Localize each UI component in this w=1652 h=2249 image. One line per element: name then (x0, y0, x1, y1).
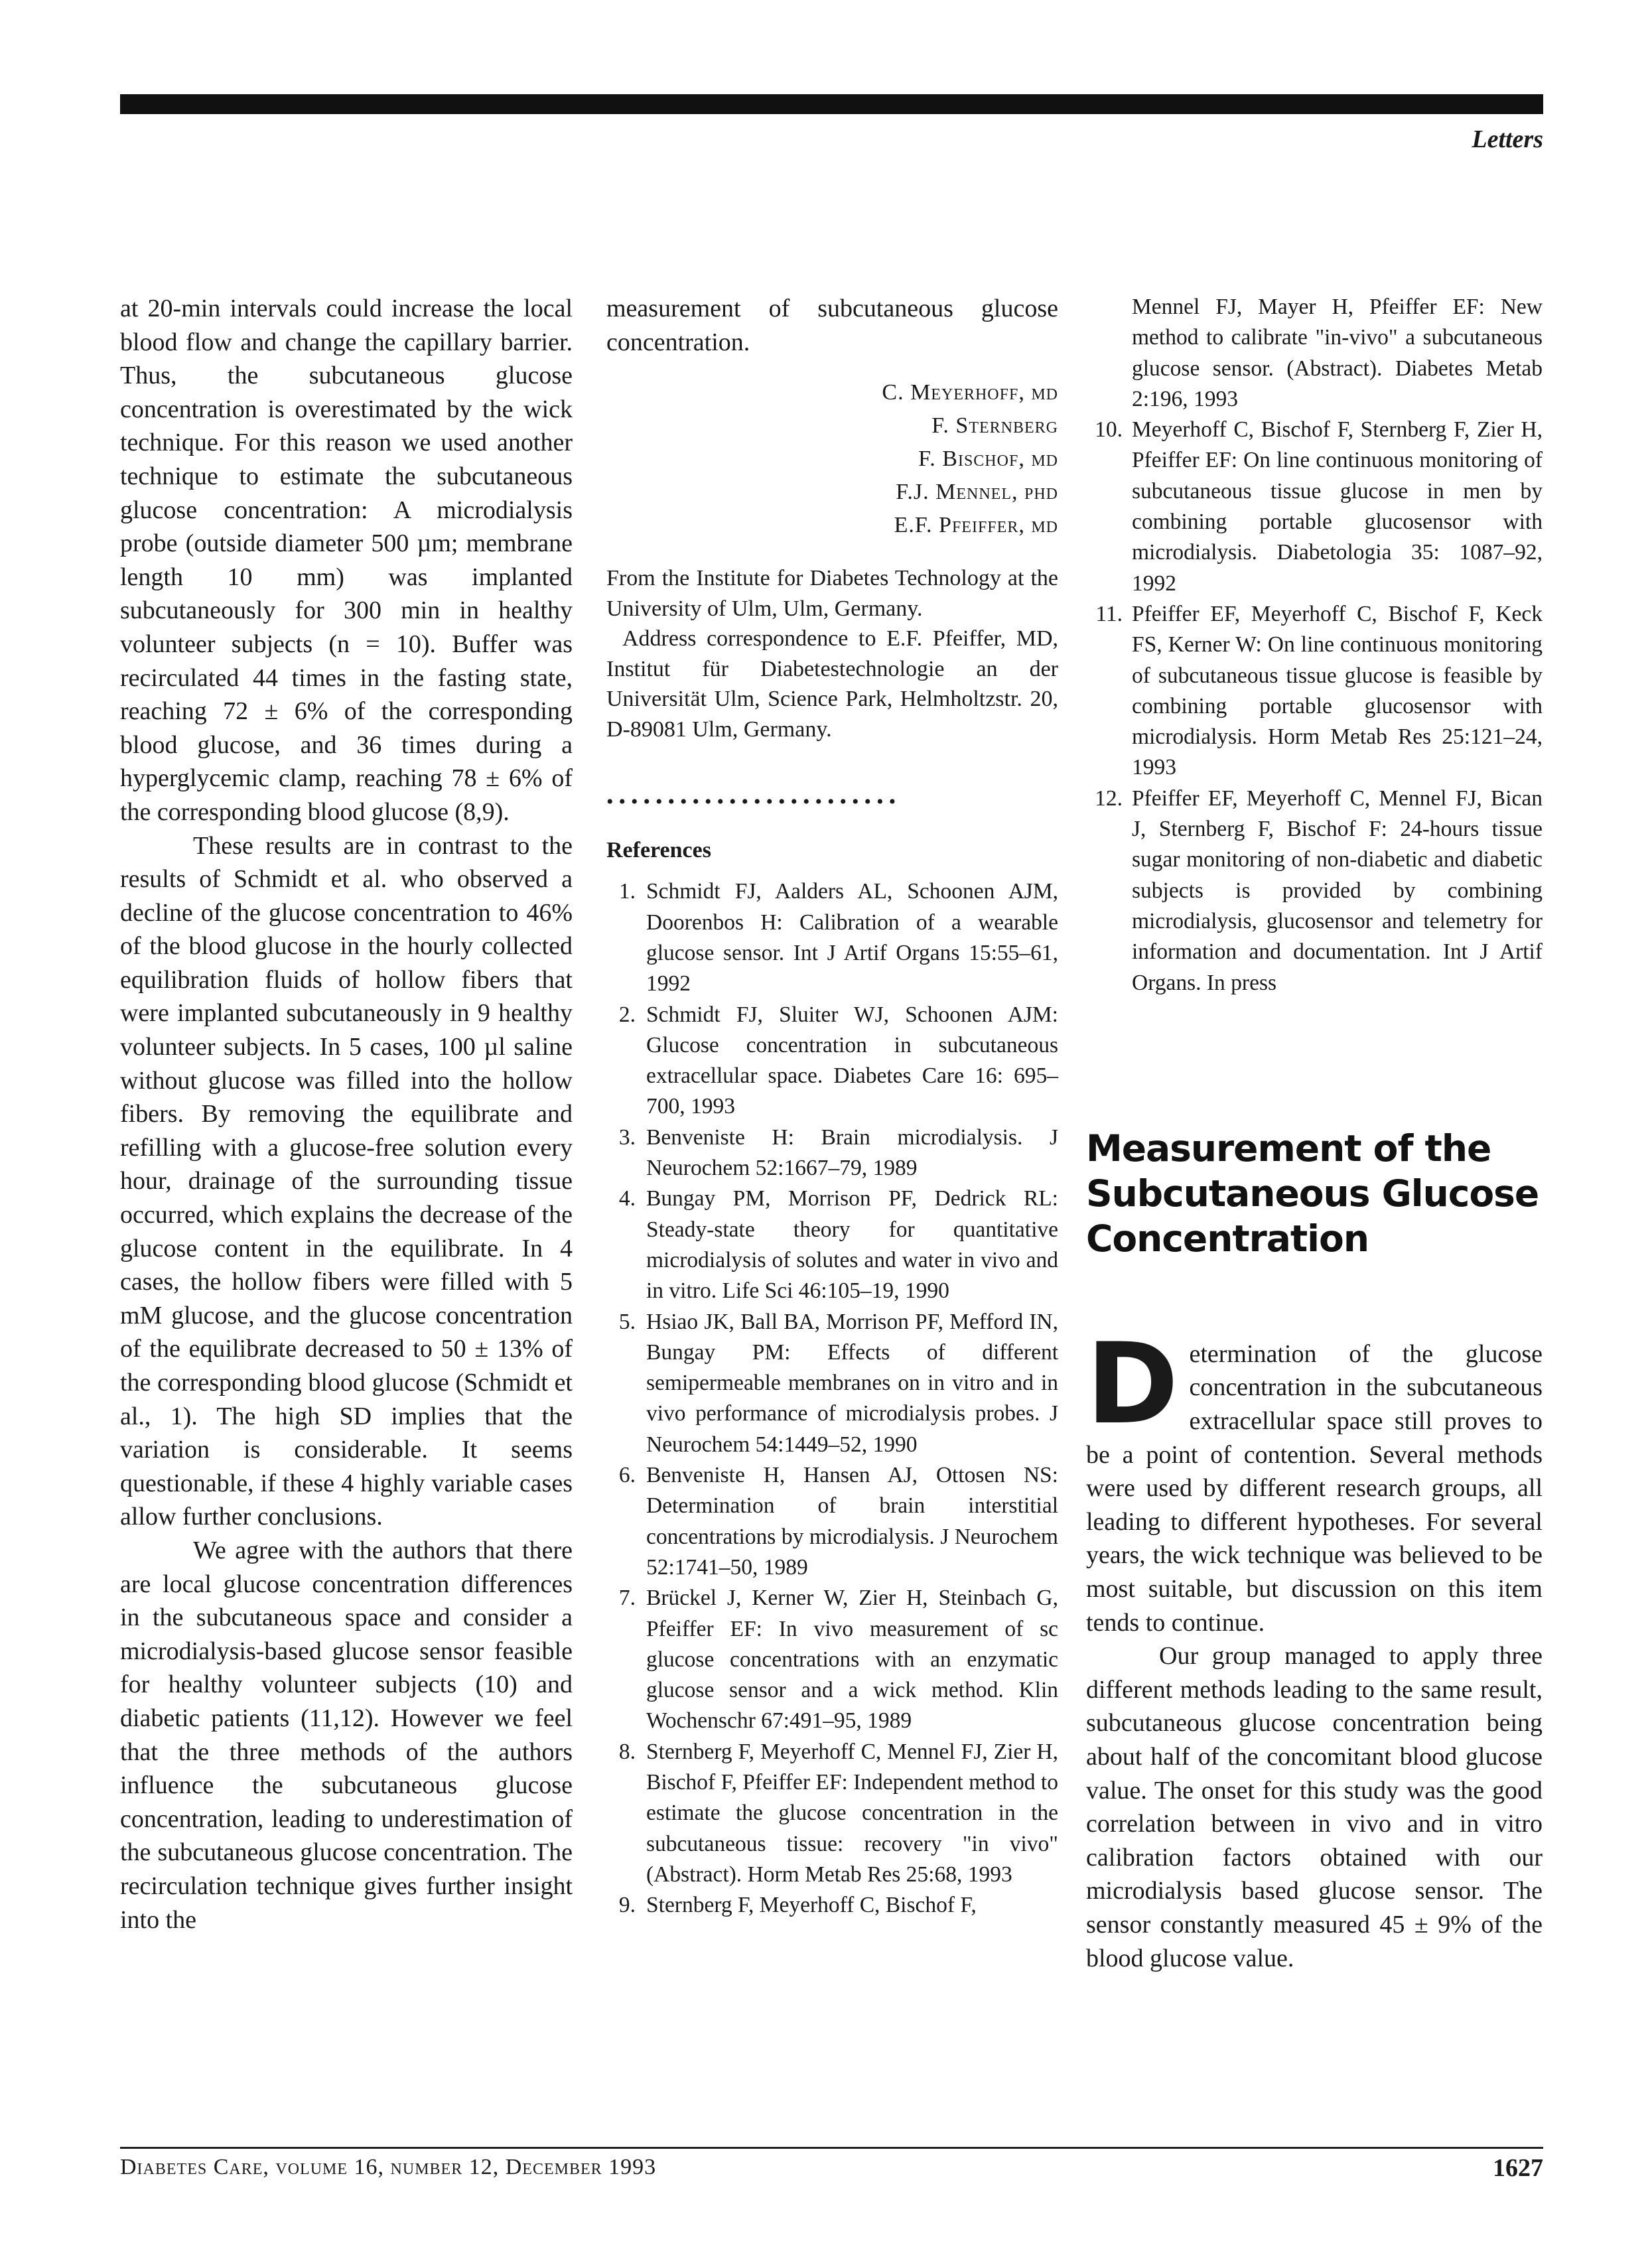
author-signature: F. Sternberg (931, 413, 1058, 439)
author-signature: C. Meyerhoff, md (882, 380, 1058, 405)
reference-item: 1. Schmidt FJ, Aalders AL, Schoonen AJM, Doorenbos H: Calibration of a wearable glucose sensor. Int J Artif Organs 15:55–61, 1992 (618, 879, 1058, 996)
reference-item: 2. Schmidt FJ, Sluiter WJ, Schoonen AJM: Glucose concentration in subcutaneous extracellular space. Diabetes Care 16: 695–700, 1993 (618, 1002, 1058, 1119)
abstract (1086, 1318, 1543, 1975)
body-paragraph-1: at 20-min intervals could increase the local blood flow and change the capillary barrier. Thus, the subcutaneous glucose concentration is overestimated by the wick technique. For this reason we used another technique to estimate the subcutaneous glucose concentration: A microdialysis probe (outside diameter 500 µm; membrane length 10 mm) was implanted subcutaneously for 300 min in healthy volunteer subjects (n = 10). Buffer was recirculated 44 times in the fasting state, reaching 72 ± 6% of the corresponding blood glucose, and 36 times during a hyperglycemic clamp, reaching 78 ± 6% of the corresponding blood glucose (8,9). (120, 295, 573, 826)
column-2 (606, 292, 1058, 1921)
drop-cap: D (1086, 1318, 1179, 1449)
body-paragraph-2: These results are in contrast to the results of Schmidt et al. who observed a decline of the glucose concentration to 46% of the blood glucose in the hourly collected equilibration fluids of hollow fibers that were implanted subcutaneously in 9 healthy volunteer subjects. In 5 cases, 100 µl saline without glucose was filled into the hollow fibers. By removing the equilibrate and refilling with a glucose-free solution every hour, drainage of the surrounding tissue occurred, which explains the decrease of the glucose content in the equilibrate. In 4 cases, the hollow fibers were filled with 5 mM glucose, and the glucose concentration of the equilibrate decreased to 50 ± 13% of the corresponding blood glucose (Schmidt et al., 1). The high SD implies that the variation is considerable. It seems questionable, if these 4 highly variable cases allow further conclusions. (120, 831, 573, 1531)
dot-divider: •••••••••••••••••••••••• (606, 791, 902, 813)
references-heading: References (606, 837, 711, 862)
reference-item: 12. Pfeiffer EF, Meyerhoff C, Mennel FJ, Bican J, Sternberg F, Bischof F: 24-hours tissue sugar monitoring of non-diabetic and diabetic subjects is provided by combining microdialysis, glucosensor and telemetry for information and documentation. Int J Artif Organs. In press (1095, 785, 1543, 995)
affiliation: From the Institute for Diabetes Technology at the University of Ulm, Ulm, Germany. (606, 566, 1058, 621)
column-1 (120, 292, 573, 1937)
reference-item: 11. Pfeiffer EF, Meyerhoff C, Bischof F, Keck FS, Kerner W: On line continuous monitoring of subcutaneous tissue glucose is feasible by combining portable glucosensor with microdialysis. Horm Metab Res 25:121–24, 1993 (1095, 601, 1543, 780)
reference-list (606, 876, 1058, 1921)
reference-item: 6. Benveniste H, Hansen AJ, Ottosen NS: Determination of brain interstitial concentrations by microdialysis. J Neurochem 52:1741–50, 1989 (618, 1463, 1058, 1580)
footer-rule (120, 2147, 1543, 2149)
article-title: Measurement of the Subcutaneous Glucose Concentration (1086, 1126, 1539, 1260)
reference-item-continued: Mennel FJ, Mayer H, Pfeiffer EF: New method to calibrate "in-vivo" a subcutaneous glucose sensor. (Abstract). Diabetes Metab 2:196, 1993 (1132, 295, 1543, 411)
page-number: 1627 (1493, 2154, 1543, 2182)
reference-item: 8. Sternberg F, Meyerhoff C, Mennel FJ, Zier H, Bischof F, Pfeiffer EF: Independent method to estimate the glucose concentration in the subcutaneous tissue: recovery "in vivo" (Abstract). Horm Metab Res 25:68, 1993 (618, 1739, 1058, 1887)
body-paragraph-3: We agree with the authors that there are local glucose concentration differences in the subcutaneous space and consider a microdialysis-based glucose sensor feasible for healthy volunteer subjects (10) and diabetic patients (11,12). However we feel that the three methods of the authors influence the subcutaneous glucose concentration, leading to underestimation of the subcutaneous glucose concentration. The recirculation technique gives further insight into the (120, 1536, 573, 1934)
affiliation-block (606, 563, 1058, 744)
correspondence-address: Address correspondence to E.F. Pfeiffer, MD, Institut für Diabetestechnologie an der Universität Ulm, Science Park, Helmholtzstr. 20, D-89081 Ulm, Germany. (606, 626, 1058, 742)
author-signature: F.J. Mennel, phd (896, 480, 1058, 505)
reference-item: 5. Hsiao JK, Ball BA, Morrison PF, Mefford IN, Bungay PM: Effects of different semipermeable membranes on in vitro and in vivo performance of microdialysis probes. J Neurochem 54:1449–52, 1990 (618, 1309, 1058, 1457)
abstract-paragraph-2: Our group managed to apply three different methods leading to the same result, subcutaneous glucose concentration being about half of the concomitant blood glucose value. The onset for this study was the good correlation between in vivo and in vitro calibration factors obtained with our microdialysis based glucose sensor. The sensor constantly measured 45 ± 9% of the blood glucose value. (1086, 1642, 1543, 1972)
reference-item: 10. Meyerhoff C, Bischof F, Sternberg F, Zier H, Pfeiffer EF: On line continuous monitoring of subcutaneous tissue glucose in men by combining portable glucosensor with microdialysis. Diabetologia 35: 1087–92, 1992 (1095, 417, 1543, 596)
column-3 (1086, 292, 1543, 1975)
reference-item: 7. Brückel J, Kerner W, Zier H, Steinbach G, Pfeiffer EF: In vivo measurement of sc glucose concentrations with an enzymatic glucose sensor and a wick method. Klin Wochenschr 67:491–95, 1989 (618, 1586, 1058, 1734)
reference-item: 4. Bungay PM, Morrison PF, Dedrick RL: Steady-state theory for quantitative microdialysis of solutes and water in vivo and in vitro. Life Sci 46:105–19, 1990 (618, 1186, 1058, 1304)
reference-list-continued (1086, 292, 1543, 998)
body-paragraph-4: measurement of subcutaneous glucose concentration. (606, 295, 1058, 356)
reference-item: 3. Benveniste H: Brain microdialysis. J Neurochem 52:1667–79, 1989 (618, 1124, 1058, 1181)
author-signature: E.F. Pfeiffer, md (894, 513, 1058, 538)
reference-item: 9. Sternberg F, Meyerhoff C, Bischof F, (618, 1893, 977, 1918)
abstract-paragraph-1: Determination of the glucose concentration in the subcutaneous extracellular space still proves to be a point of contention. Several methods were used by different research groups, all leading to different hypotheses. For several years, the wick technique was believed to be most suitable, but discussion on this item tends to continue. (1086, 1318, 1543, 1637)
author-signature: F. Bischof, md (918, 446, 1058, 472)
journal-citation: Diabetes Care, volume 16, number 12, December 1993 (120, 2155, 657, 2179)
signature-block (606, 376, 1058, 542)
top-rule (120, 94, 1543, 114)
section-label: Letters (1472, 125, 1543, 153)
